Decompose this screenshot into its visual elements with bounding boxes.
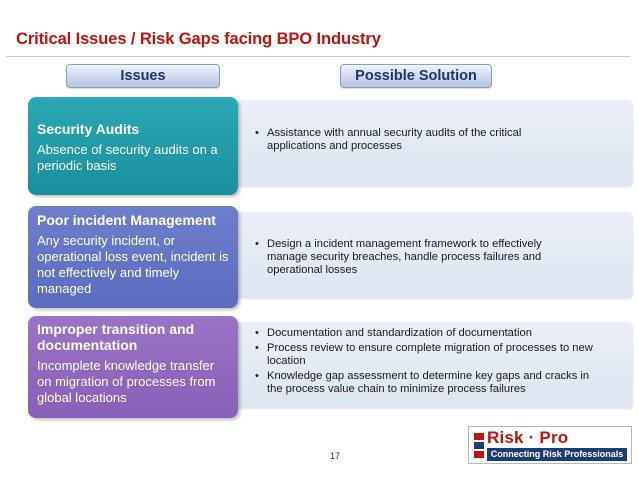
issue-title: Security Audits [37,121,140,137]
issue-title: Improper transition and documentation [37,321,195,353]
issue-box-security-audits [28,97,238,195]
issues-header: Issues [66,64,220,88]
issue-description: Any security incident, or operational loss event, incident is not effectively and timely managed [37,233,229,296]
solution-item: • Design a incident management framework to effectively manage security breaches, handle process failures and operational losses [255,238,542,276]
solution-item: • Documentation and standardization of documentation [255,327,532,339]
possible-solution-header: Possible Solution [340,64,492,88]
solution-item: • Process review to ensure complete migration of processes to new location [255,342,593,367]
riskpro-logo [468,426,632,464]
bullet-icon: • [255,327,259,339]
title-divider [6,56,630,57]
solution-item: • Knowledge gap assessment to determine key gaps and cracks in the process value chain to minimize process failures [255,370,590,395]
page-number: 17 [330,451,341,461]
slide-title: Critical Issues / Risk Gaps facing BPO Industry [16,30,381,48]
solution-box-transition-documentation [220,322,632,408]
issue-description: Incomplete knowledge transfer on migration of processes from global locations [37,358,216,405]
bullet-icon: • [255,370,259,382]
logo-tagline: Connecting Risk Professionals [487,448,627,461]
issue-title: Poor incident Management [37,212,216,228]
issue-box-transition-documentation [28,316,238,418]
issue-box-incident-management [28,206,238,308]
solution-box-security-audits [220,100,632,186]
logo-bars-icon [474,433,484,459]
solution-item: • Assistance with annual security audits of the critical applications and processes [255,127,522,152]
issue-description: Absence of security audits on a periodic basis [37,142,218,173]
solution-box-incident-management [220,212,632,298]
bullet-icon: • [255,238,259,250]
bullet-icon: • [255,127,259,139]
logo-brand: Risk · Pro [487,428,569,447]
bullet-icon: • [255,342,259,354]
